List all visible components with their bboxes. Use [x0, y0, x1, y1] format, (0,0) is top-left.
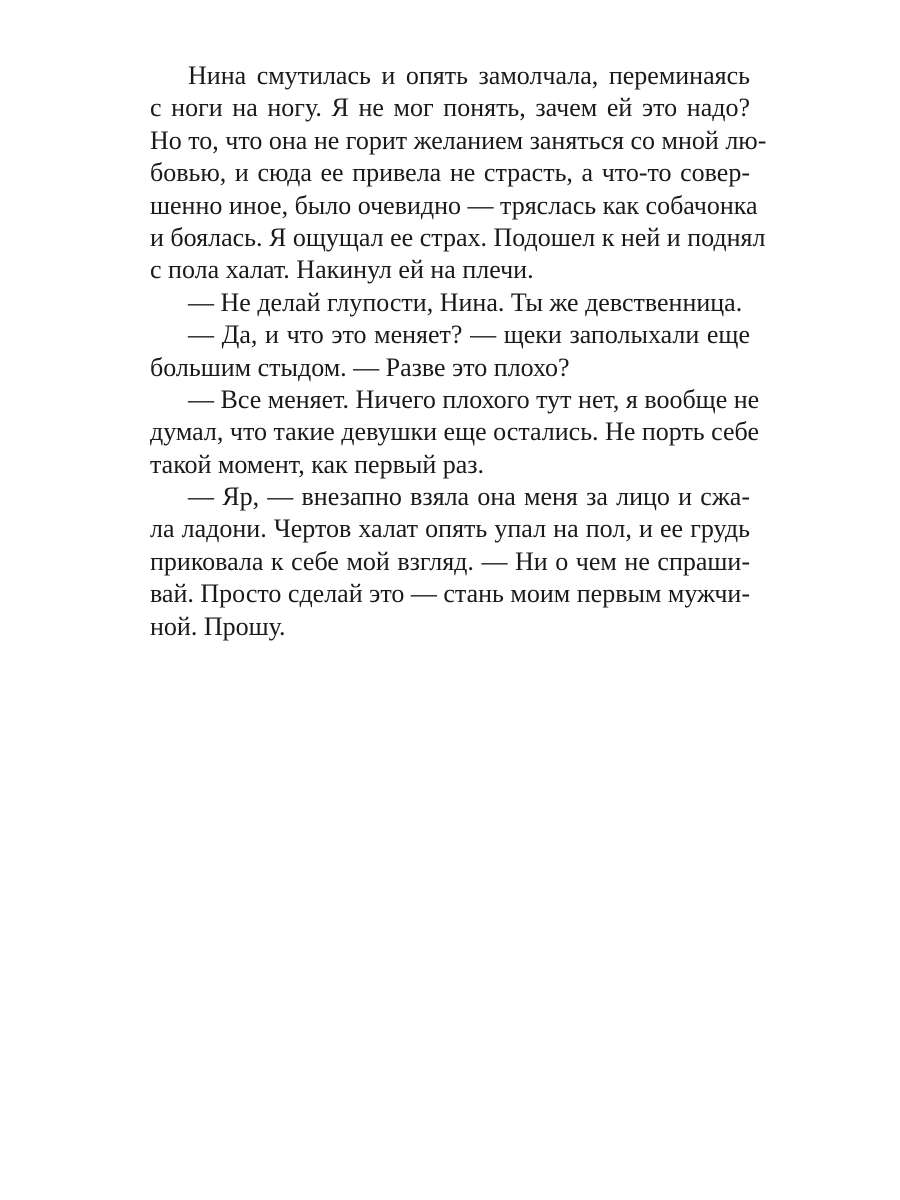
text-line: приковала к себе мой взгляд. — Ни о чем не спраши- — [150, 546, 750, 576]
body-text — [150, 60, 767, 643]
text-line: бовью, и сюда ее привела не страсть, а что-то совер- — [150, 158, 750, 188]
text-line: ной. Прошу. — [150, 611, 286, 641]
text-line: — Не делай глупости, Нина. Ты же девственница. — [188, 287, 743, 317]
text-line: Но то, что она не горит желанием заняться со мной лю- — [150, 125, 767, 155]
text-line: с ноги на ногу. Я не мог понять, зачем ей это надо? — [150, 93, 750, 123]
text-line: такой момент, как первый раз. — [150, 449, 485, 479]
text-line: с пола халат. Накинул ей на плечи. — [150, 255, 534, 285]
text-line: Нина смутилась и опять замолчала, переминаясь — [188, 61, 750, 90]
text-line: шенно иное, было очевидно — тряслась как собачонка — [150, 190, 758, 220]
text-line: большим стыдом. — Разве это плохо? — [150, 352, 570, 382]
text-line: ла ладони. Чертов халат опять упал на пол, и ее грудь — [150, 514, 750, 544]
text-line: думал, что такие девушки еще остались. Не порть себе — [150, 417, 759, 447]
text-line: — Да, и что это меняет? — щеки заполыхали еще — [188, 320, 750, 350]
text-line: — Все меняет. Ничего плохого тут нет, я вообще не — [188, 384, 760, 414]
text-line: и боялась. Я ощущал ее страх. Подошел к ней и поднял — [150, 222, 766, 252]
text-line: — Яр, — внезапно взяла она меня за лицо и сжа- — [188, 482, 750, 512]
text-line: вай. Просто сделай это — стань моим первым мужчи- — [150, 579, 750, 609]
